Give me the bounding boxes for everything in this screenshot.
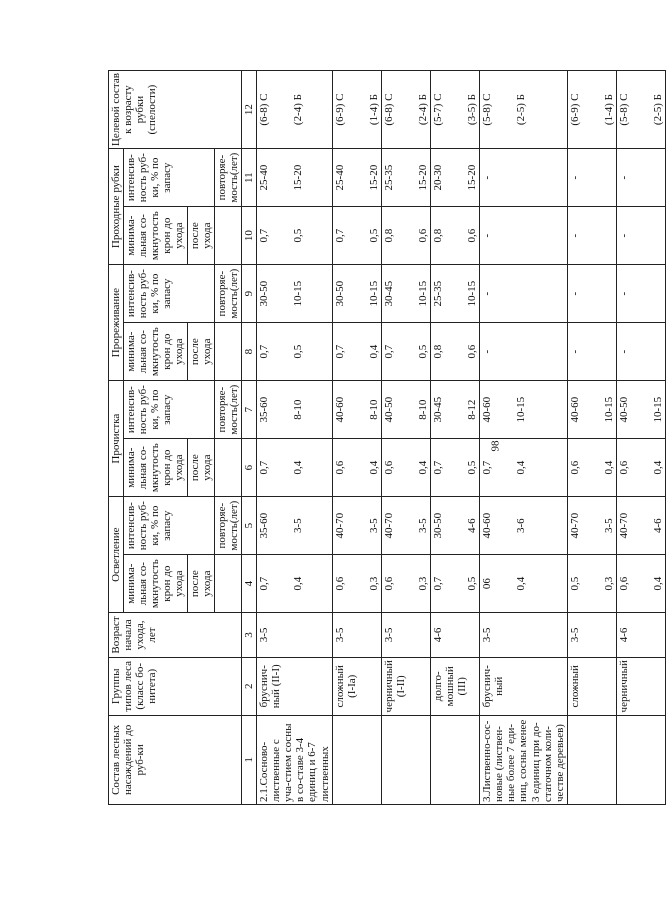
value-cell: 0,7 0,5 xyxy=(381,323,430,381)
column-number: 2 xyxy=(241,657,256,715)
header-min-density: минима-льная со-мкнутость крон до ухода xyxy=(124,323,187,381)
age-cell: 3-5 xyxy=(257,613,333,658)
value-cell: (5-8) С (2-5) Б xyxy=(617,71,666,149)
value-cell: 0,7 0,5 xyxy=(430,439,479,497)
value-cell: 0,7 0,4 xyxy=(257,555,333,613)
column-number: 4 xyxy=(241,555,256,613)
value-cell: (6-8) С (2-4) Б xyxy=(257,71,333,149)
composition-cell xyxy=(430,715,479,804)
table-row xyxy=(257,71,333,805)
age-cell: 3-5 xyxy=(567,613,616,658)
age-cell: 3-5 xyxy=(480,613,568,658)
value-cell: - xyxy=(567,323,616,381)
forest-type-cell: сложный (I-Ia) xyxy=(332,657,381,715)
column-number: 1 xyxy=(241,715,256,804)
value-cell: 40-60 8-10 xyxy=(332,381,381,439)
header-after-care: после ухода xyxy=(187,439,214,497)
column-number: 11 xyxy=(241,149,256,207)
composition-cell xyxy=(381,715,430,804)
value-cell: (6-9) С (1-4) Б xyxy=(567,71,616,149)
value-cell: - xyxy=(567,207,616,265)
value-cell: - xyxy=(480,323,568,381)
value-cell: 0,6 0,3 xyxy=(332,555,381,613)
age-cell: 3-5 xyxy=(381,613,430,658)
value-cell: 0,6 0,4 xyxy=(617,555,666,613)
value-cell: 0,7 0,4 xyxy=(332,323,381,381)
value-cell: 40-60 10-15 xyxy=(480,381,568,439)
header-after-care: после ухода xyxy=(187,323,214,381)
value-cell: 0,6 0,3 xyxy=(381,555,430,613)
value-cell: 0,7 0,4 xyxy=(257,439,333,497)
value-cell: 0,7 0,5 xyxy=(332,207,381,265)
forest-type-cell: черничный (I-II) xyxy=(381,657,430,715)
header-after-care-spacer xyxy=(214,439,241,497)
value-cell: (6-9) С (1-4) Б xyxy=(332,71,381,149)
header-min-density: минима-льная со-мкнутость крон до ухода xyxy=(124,439,187,497)
value-cell: - xyxy=(480,265,568,323)
value-cell: 25-35 10-15 xyxy=(430,265,479,323)
value-cell: 40-60 3-6 xyxy=(480,497,568,555)
forest-type-cell: бруснич-ный xyxy=(480,657,568,715)
table-row xyxy=(430,71,479,805)
value-cell: 25-40 15-20 xyxy=(332,149,381,207)
table-row xyxy=(381,71,430,805)
value-cell: 0,8 0,6 xyxy=(430,323,479,381)
forest-type-cell: сложный xyxy=(567,657,616,715)
composition-cell xyxy=(617,715,666,804)
header-group-cleaning: Прочистка xyxy=(109,381,124,497)
column-number: 7 xyxy=(241,381,256,439)
value-cell: 40-50 10-15 xyxy=(617,381,666,439)
value-cell: 30-45 10-15 xyxy=(381,265,430,323)
value-cell: (6-8) С (2-4) Б xyxy=(381,71,430,149)
value-cell: 40-50 8-10 xyxy=(381,381,430,439)
table-row xyxy=(617,71,666,805)
value-cell: 35-60 3-5 xyxy=(257,497,333,555)
value-cell: 40-60 10-15 xyxy=(567,381,616,439)
header-min-density: минима-льная со-мкнутость крон до ухода xyxy=(124,555,187,613)
header-repeat: повторяе-мость(лет) xyxy=(214,381,241,439)
value-cell: 0,7 0,5 xyxy=(430,555,479,613)
forest-care-table xyxy=(108,70,666,805)
value-cell: 20-30 15-20 xyxy=(430,149,479,207)
value-cell: - xyxy=(480,149,568,207)
column-numbers-row xyxy=(241,71,256,805)
header-intensity: интенсив-ность руб-ки, % по запасу xyxy=(124,265,215,323)
value-cell: (5-8) С (2-5) Б xyxy=(480,71,568,149)
value-cell: 0,6 0,4 xyxy=(617,439,666,497)
composition-cell xyxy=(332,715,381,804)
header-intensity: интенсив-ность руб-ки, % по запасу xyxy=(124,497,215,555)
header-target-composition: Целевой состав к возрасту рубки (спелости) xyxy=(109,71,242,149)
value-cell: 06 0,4 xyxy=(480,555,568,613)
header-repeat: повторяе-мость(лет) xyxy=(214,265,241,323)
value-cell: 30-50 10-15 xyxy=(257,265,333,323)
value-cell: 40-70 3-5 xyxy=(567,497,616,555)
value-cell: - xyxy=(567,149,616,207)
value-cell: 25-40 15-20 xyxy=(257,149,333,207)
header-group-passage: Проходные рубки xyxy=(109,149,124,265)
column-number: 10 xyxy=(241,207,256,265)
value-cell: 25-35 15-20 xyxy=(381,149,430,207)
header-intensity: интенсив-ность руб-ки, % по запасу xyxy=(124,381,215,439)
value-cell: 0,7 0,5 xyxy=(257,323,333,381)
age-cell: 4-6 xyxy=(430,613,479,658)
header-min-density: минима-льная со-мкнутость крон до ухода xyxy=(124,207,187,265)
value-cell: - xyxy=(617,265,666,323)
column-number: 6 xyxy=(241,439,256,497)
forest-type-cell: долго-мошный (III) xyxy=(430,657,479,715)
age-cell: 4-6 xyxy=(617,613,666,658)
column-number: 5 xyxy=(241,497,256,555)
composition-cell: 2.1.Сосново-лиственные с уча-стием сосны в со-ставе 3-4 единиц и 6-7 лиственных xyxy=(257,715,333,804)
header-after-care: после ухода xyxy=(187,555,214,613)
value-cell: 40-70 3-5 xyxy=(381,497,430,555)
value-cell: - xyxy=(617,323,666,381)
value-cell: 30-50 10-15 xyxy=(332,265,381,323)
header-after-care-spacer xyxy=(214,555,241,613)
value-cell: - xyxy=(480,207,568,265)
header-composition: Состав лесных насаждений до руб-ки xyxy=(109,715,242,804)
header-after-care-spacer xyxy=(214,207,241,265)
value-cell: 0,8 0,6 xyxy=(381,207,430,265)
value-cell: - xyxy=(617,149,666,207)
column-number: 3 xyxy=(241,613,256,658)
forest-type-cell: черничный xyxy=(617,657,666,715)
column-number: 8 xyxy=(241,323,256,381)
age-cell: 3-5 xyxy=(332,613,381,658)
header-age-start: Возраст начала ухода, лет xyxy=(109,613,242,658)
table-row xyxy=(567,71,616,805)
composition-cell xyxy=(567,715,616,804)
value-cell: 0,6 0,4 xyxy=(332,439,381,497)
value-cell: 0,8 0,6 xyxy=(430,207,479,265)
header-group-thinning: Прореживание xyxy=(109,265,124,381)
header-after-care-spacer xyxy=(214,323,241,381)
column-number: 12 xyxy=(241,71,256,149)
table-row xyxy=(332,71,381,805)
header-repeat: повторяе-мость(лет) xyxy=(214,497,241,555)
header-intensity: интенсив-ность руб-ки, % по запасу xyxy=(124,149,215,207)
value-cell: 0,7 0,4 xyxy=(480,439,568,497)
rotated-table-container xyxy=(108,70,665,805)
value-cell: 0,6 0,4 xyxy=(567,439,616,497)
value-cell: 35-60 8-10 xyxy=(257,381,333,439)
value-cell: 30-50 4-6 xyxy=(430,497,479,555)
value-cell: (5-7) С (3-5) Б xyxy=(430,71,479,149)
column-number: 9 xyxy=(241,265,256,323)
forest-type-cell: бруснич-ный (II-I) xyxy=(257,657,333,715)
header-forest-types: Группы типов леса (класс бо-нитета) xyxy=(109,657,242,715)
composition-cell: 3.Лиственно-сос-новые (листвен-ные более 7 еди-ниц, сосны менее 3 единиц при до-статочном коли-честве деревьев) xyxy=(480,715,568,804)
header-group-clarification: Осветление xyxy=(109,497,124,613)
header-repeat: повторяе-мость(лет) xyxy=(214,149,241,207)
value-cell: - xyxy=(567,265,616,323)
page-number: 98 xyxy=(489,440,502,452)
value-cell: - xyxy=(617,207,666,265)
value-cell: 0,6 0,4 xyxy=(381,439,430,497)
table-row xyxy=(480,71,568,805)
value-cell: 0,5 0,3 xyxy=(567,555,616,613)
value-cell: 40-70 3-5 xyxy=(332,497,381,555)
value-cell: 0,7 0,5 xyxy=(257,207,333,265)
header-after-care: после ухода xyxy=(187,207,214,265)
value-cell: 40-70 4-6 xyxy=(617,497,666,555)
value-cell: 30-45 8-12 xyxy=(430,381,479,439)
